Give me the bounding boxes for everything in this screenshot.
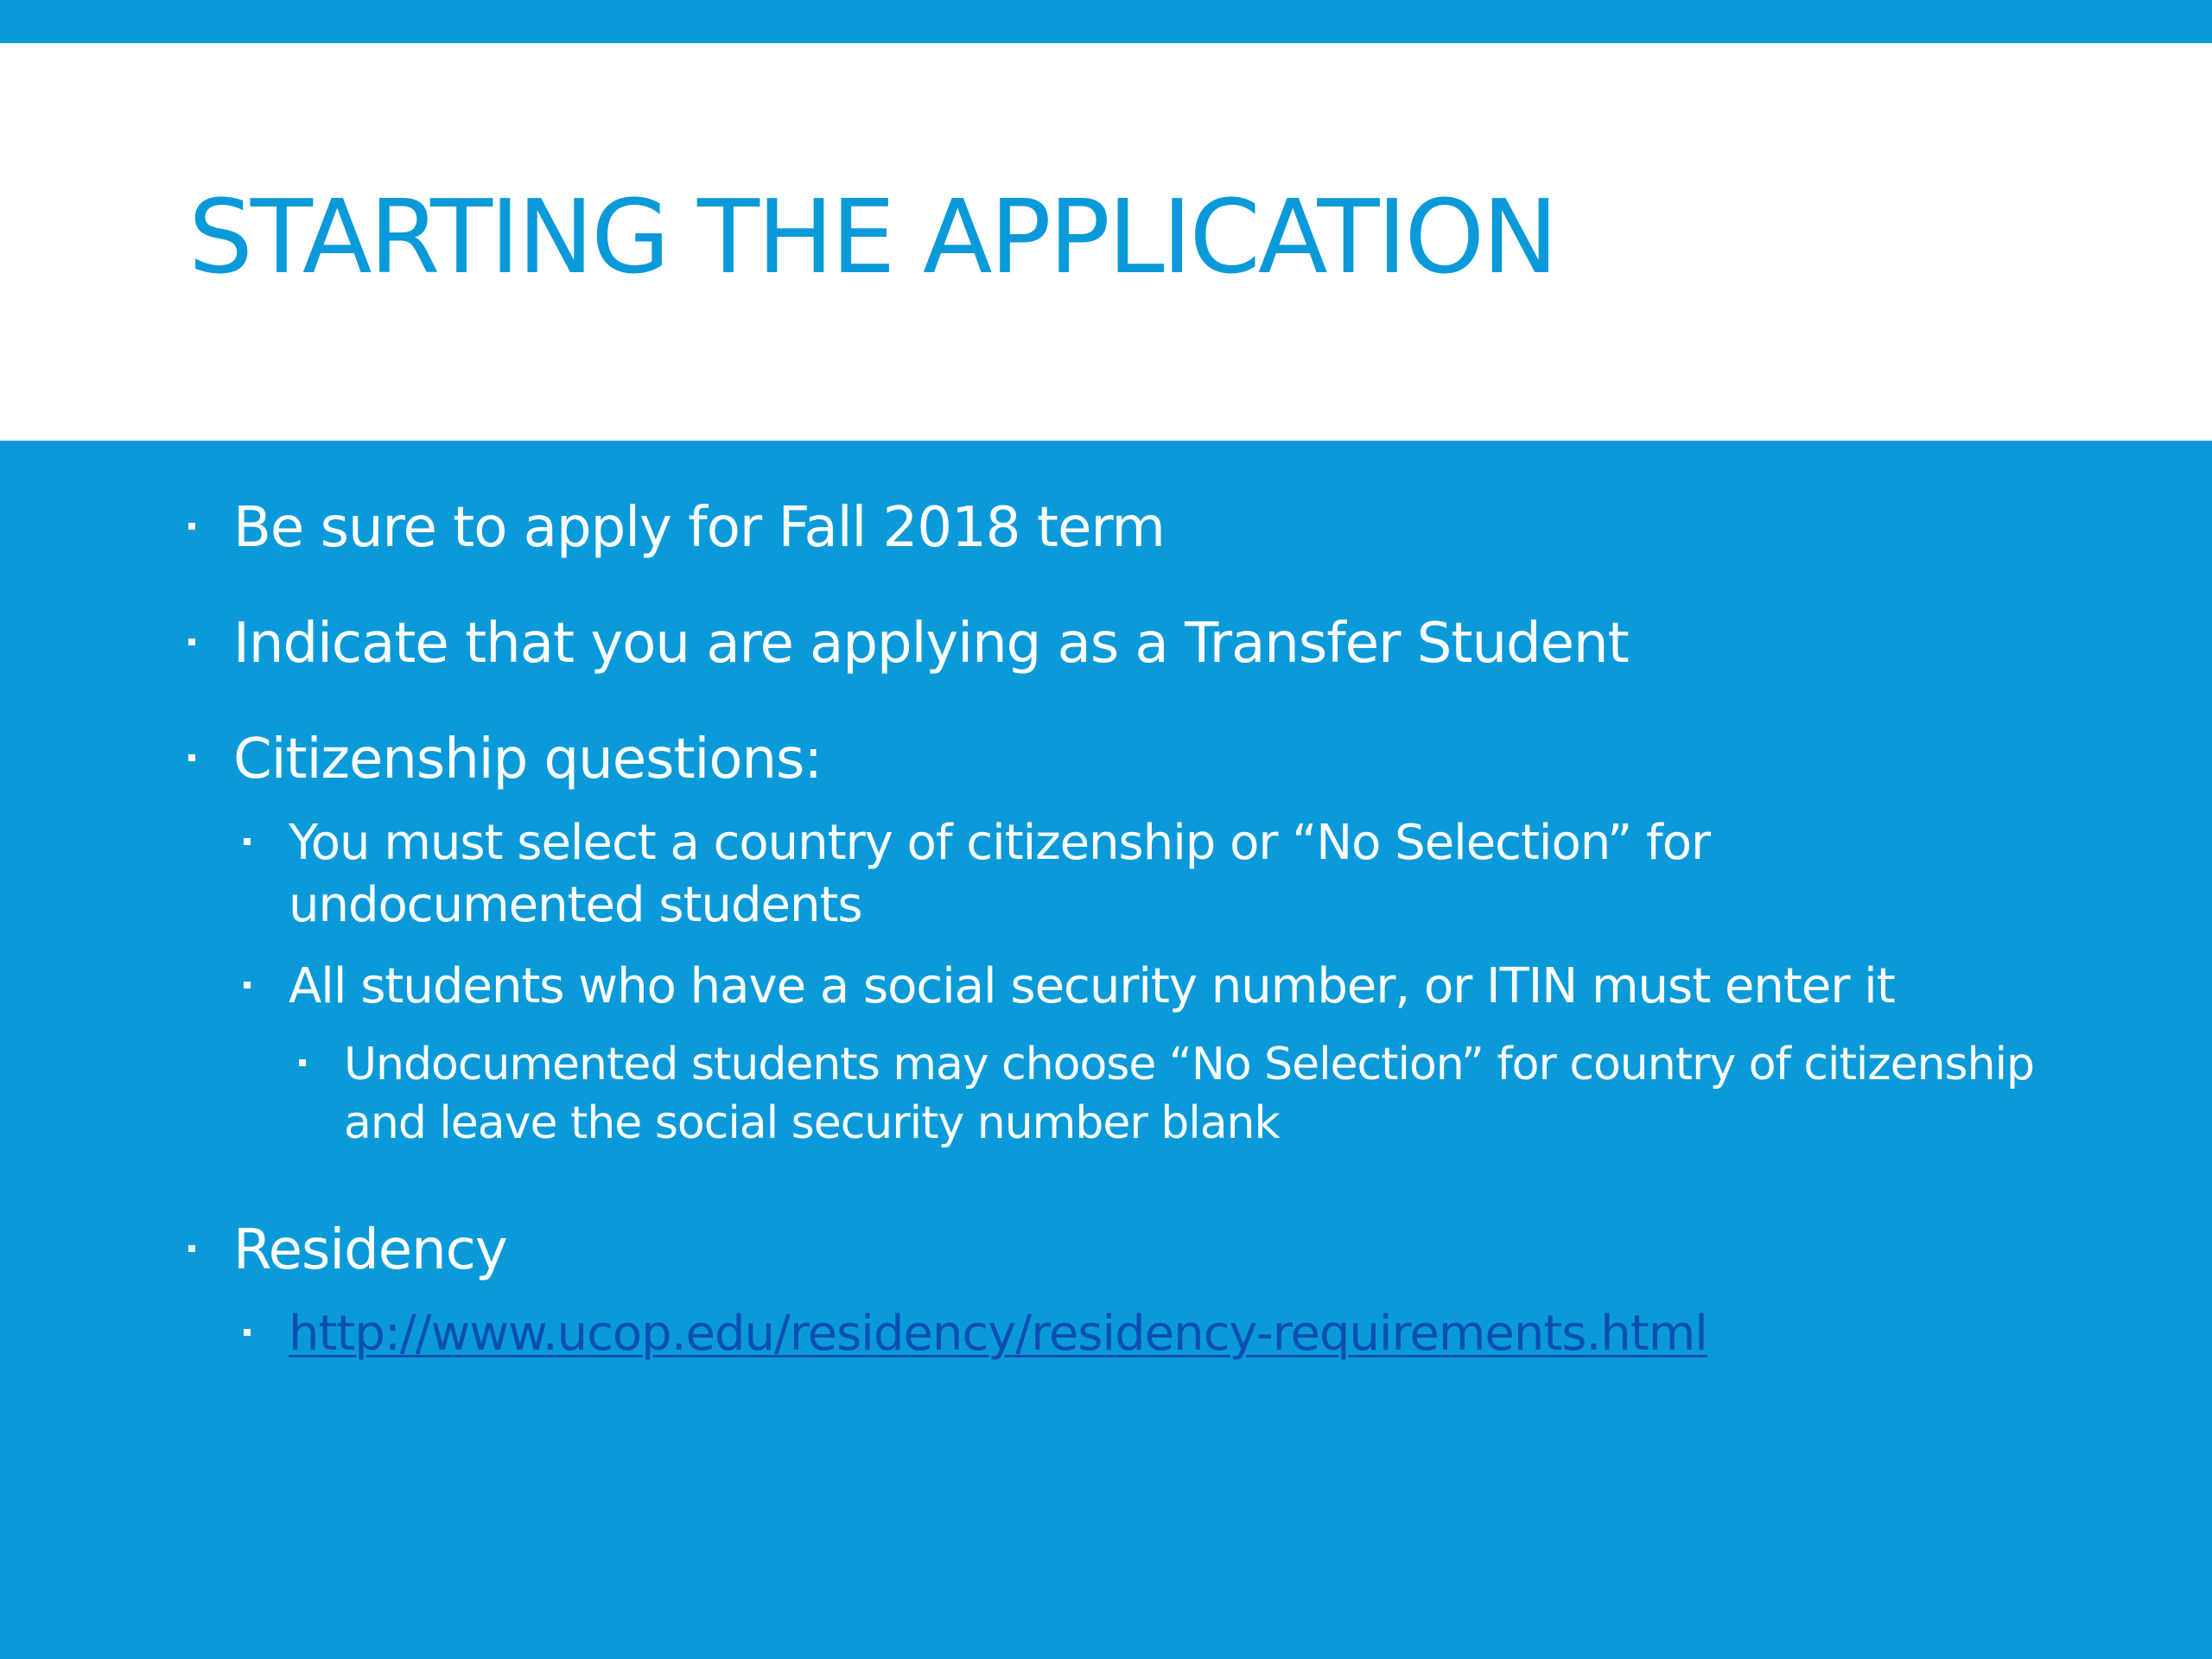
square-bullet-icon [244, 838, 251, 845]
square-bullet-icon [299, 1059, 306, 1066]
square-bullet-icon [188, 754, 195, 761]
bullet-item-citizenship [188, 726, 2046, 793]
residency-requirements-link[interactable]: http://www.ucop.edu/residency/residency-requirements.html [289, 1306, 1707, 1362]
sub-bullet-residency-link [244, 1303, 2046, 1365]
square-bullet-icon [188, 523, 195, 530]
square-bullet-icon [244, 982, 251, 988]
bullet-text: Citizenship questions: [233, 728, 822, 791]
square-bullet-icon [188, 639, 195, 645]
sub-bullet-text: You must select a country of citizenship or “No Selection” for undocumented students [289, 815, 1710, 933]
bullet-text: Indicate that you are applying as a Transfer Student [233, 612, 1629, 676]
bullet-item-residency [188, 1217, 2046, 1284]
bullet-item-transfer-student [188, 610, 2046, 677]
sub-sub-bullet-undocumented [299, 1035, 2046, 1153]
sub-bullet-ssn-itin [244, 956, 2046, 1018]
bullet-list [188, 494, 2046, 1365]
sub-sub-bullet-text: Undocumented students may choose “No Selection” for country of citizenship and leave the social security number blank [344, 1039, 2035, 1149]
slide-title: STARTING THE APPLICATION [188, 177, 1556, 296]
square-bullet-icon [244, 1329, 251, 1336]
bullet-item-fall-term [188, 494, 2046, 562]
bullet-text: Be sure to apply for Fall 2018 term [233, 496, 1165, 560]
sub-bullet-text: All students who have a social security number, or ITIN must enter it [289, 958, 1895, 1014]
bullet-text: Residency [233, 1218, 507, 1282]
top-accent-strip [0, 0, 2212, 43]
sub-bullet-country-selection [244, 812, 2046, 937]
square-bullet-icon [188, 1245, 195, 1252]
